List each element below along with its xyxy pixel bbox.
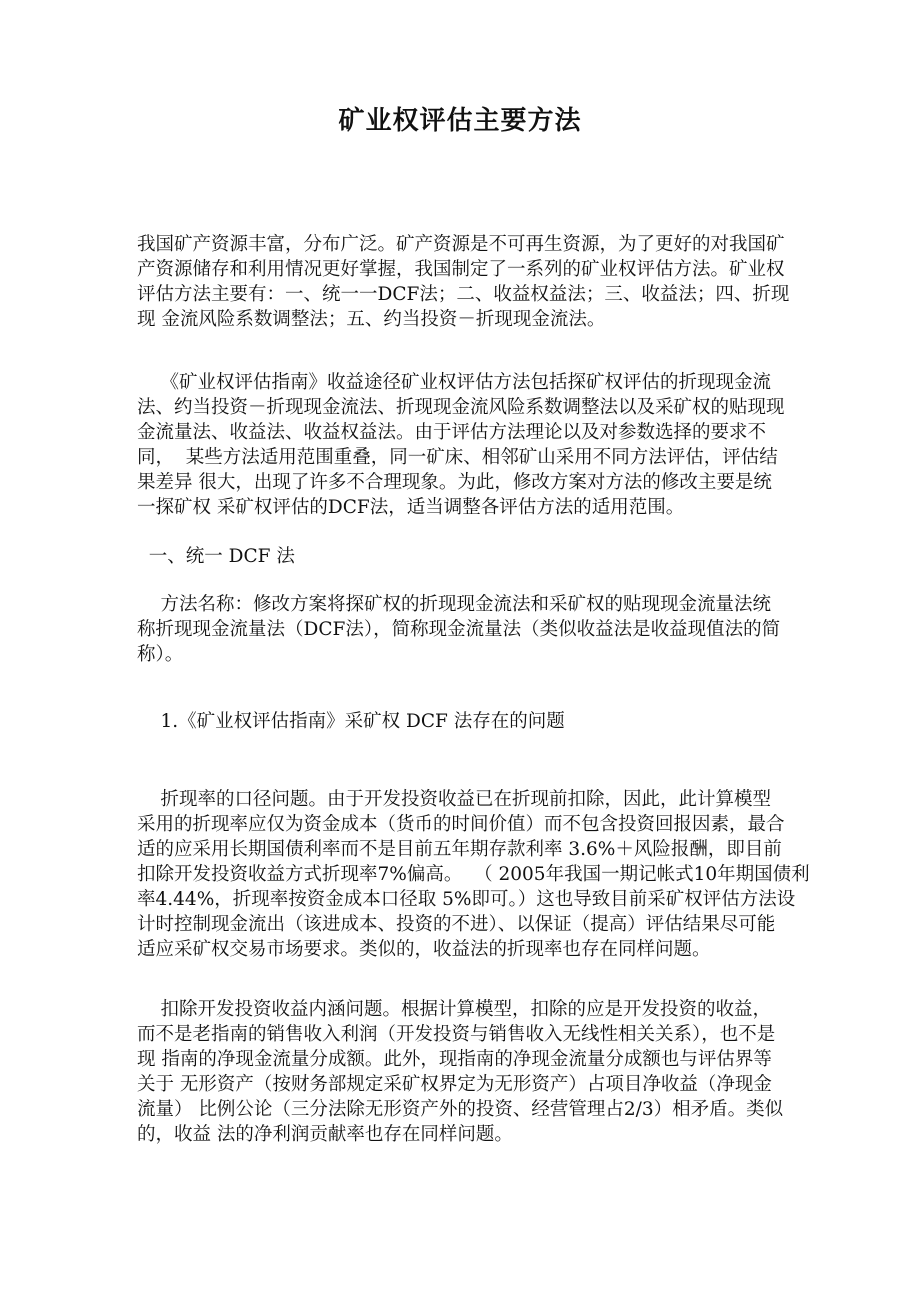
- text-line: 适的应采用长期国债利率而不是目前五年期存款利率 3.6%＋风险报酬，即目前: [137, 839, 782, 860]
- text-line: 称）。: [137, 644, 184, 665]
- paragraph-discount-rate: [137, 787, 810, 962]
- text-line: 关于 无形资产（按财务部规定采矿权界定为无形资产）占项目净收益（净现金: [137, 1074, 772, 1095]
- text-line: 流量） 比例公论（三分法除无形资产外的投资、经营管理占2/3）相矛盾。类似: [137, 1099, 784, 1120]
- section-heading-unified-dcf: [137, 544, 797, 569]
- text-line: 扣除开发投资收益内涵问题。根据计算模型，扣除的应是开发投资的收益，: [137, 999, 772, 1020]
- paragraph-method-name: [137, 592, 797, 667]
- text-line: 折现率的口径问题。由于开发投资收益已在折现前扣除，因此，此计算模型: [137, 789, 772, 810]
- text-line: 方法名称：修改方案将探矿权的折现现金流法和采矿权的贴现现金流量法统: [137, 594, 772, 615]
- subsection-heading-dcf-problems: [137, 709, 797, 734]
- text-line: 扣除开发投资收益方式折现率7%偏高。 （ 2005年我国一期记帐式10年期国债利: [137, 864, 810, 885]
- text-line: 而不是老指南的销售收入利润（开发投资与销售收入无线性相关关系），也不是: [137, 1024, 776, 1045]
- text-line: 评估方法主要有：一、统一一DCF法；二、收益权益法；三、收益法；四、折现: [137, 284, 790, 305]
- heading-text: 一、统一 DCF 法: [137, 546, 295, 567]
- text-line: 法、约当投资－折现现金流法、折现现金流风险系数调整法以及采矿权的贴现现: [137, 397, 785, 418]
- paragraph-intro: [137, 232, 797, 332]
- text-line: 称折现现金流量法（DCF法），简称现金流量法（类似收益法是收益现值法的简: [137, 619, 781, 640]
- text-line: 现 指南的净现金流量分成额。此外，现指南的净现金流量分成额也与评估界等: [137, 1049, 772, 1070]
- text-line: 产资源储存和利用情况更好掌握，我国制定了一系列的矿业权评估方法。矿业权: [137, 259, 785, 280]
- text-line: 我国矿产资源丰富，分布广泛。矿产资源是不可再生资源，为了更好的对我国矿: [137, 234, 785, 255]
- text-line: 金流量法、收益法、收益权益法。由于评估方法理论以及对参数选择的要求不: [137, 422, 767, 443]
- text-line: 果差异 很大，出现了许多不合理现象。为此，修改方案对方法的修改主要是统: [137, 472, 772, 493]
- text-line: 采用的折现率应仅为资金成本（货币的时间价值）而不包含投资回报因素，最合: [137, 814, 785, 835]
- paragraph-investment-return: [137, 997, 797, 1147]
- text-line: 的，收益 法的净利润贡献率也存在同样问题。: [137, 1124, 513, 1145]
- heading-text: 1.《矿业权评估指南》采矿权 DCF 法存在的问题: [137, 711, 565, 732]
- text-line: 适应采矿权交易市场要求。类似的，收益法的折现率也存在同样问题。: [137, 939, 711, 960]
- text-line: 率4.44%，折现率按资金成本口径取 5%即可。）这也导致目前采矿权评估方法设: [137, 889, 796, 910]
- document-title: 矿业权评估主要方法: [338, 106, 582, 136]
- paragraph-guide-methods: [137, 370, 797, 520]
- text-line: 一探矿权 采矿权评估的DCF法，适当调整各评估方法的适用范围。: [137, 497, 685, 518]
- text-line: 现 金流风险系数调整法；五、约当投资－折现现金流法。: [137, 309, 606, 330]
- text-line: 计时控制现金流出（该进成本、投资的不进）、以保证（提高）评估结果尽可能: [137, 914, 776, 935]
- text-line: 《矿业权评估指南》收益途径矿业权评估方法包括探矿权评估的折现现金流: [137, 372, 772, 393]
- text-line: 同， 某些方法适用范围重叠，同一矿床、相邻矿山采用不同方法评估，评估结: [137, 447, 778, 468]
